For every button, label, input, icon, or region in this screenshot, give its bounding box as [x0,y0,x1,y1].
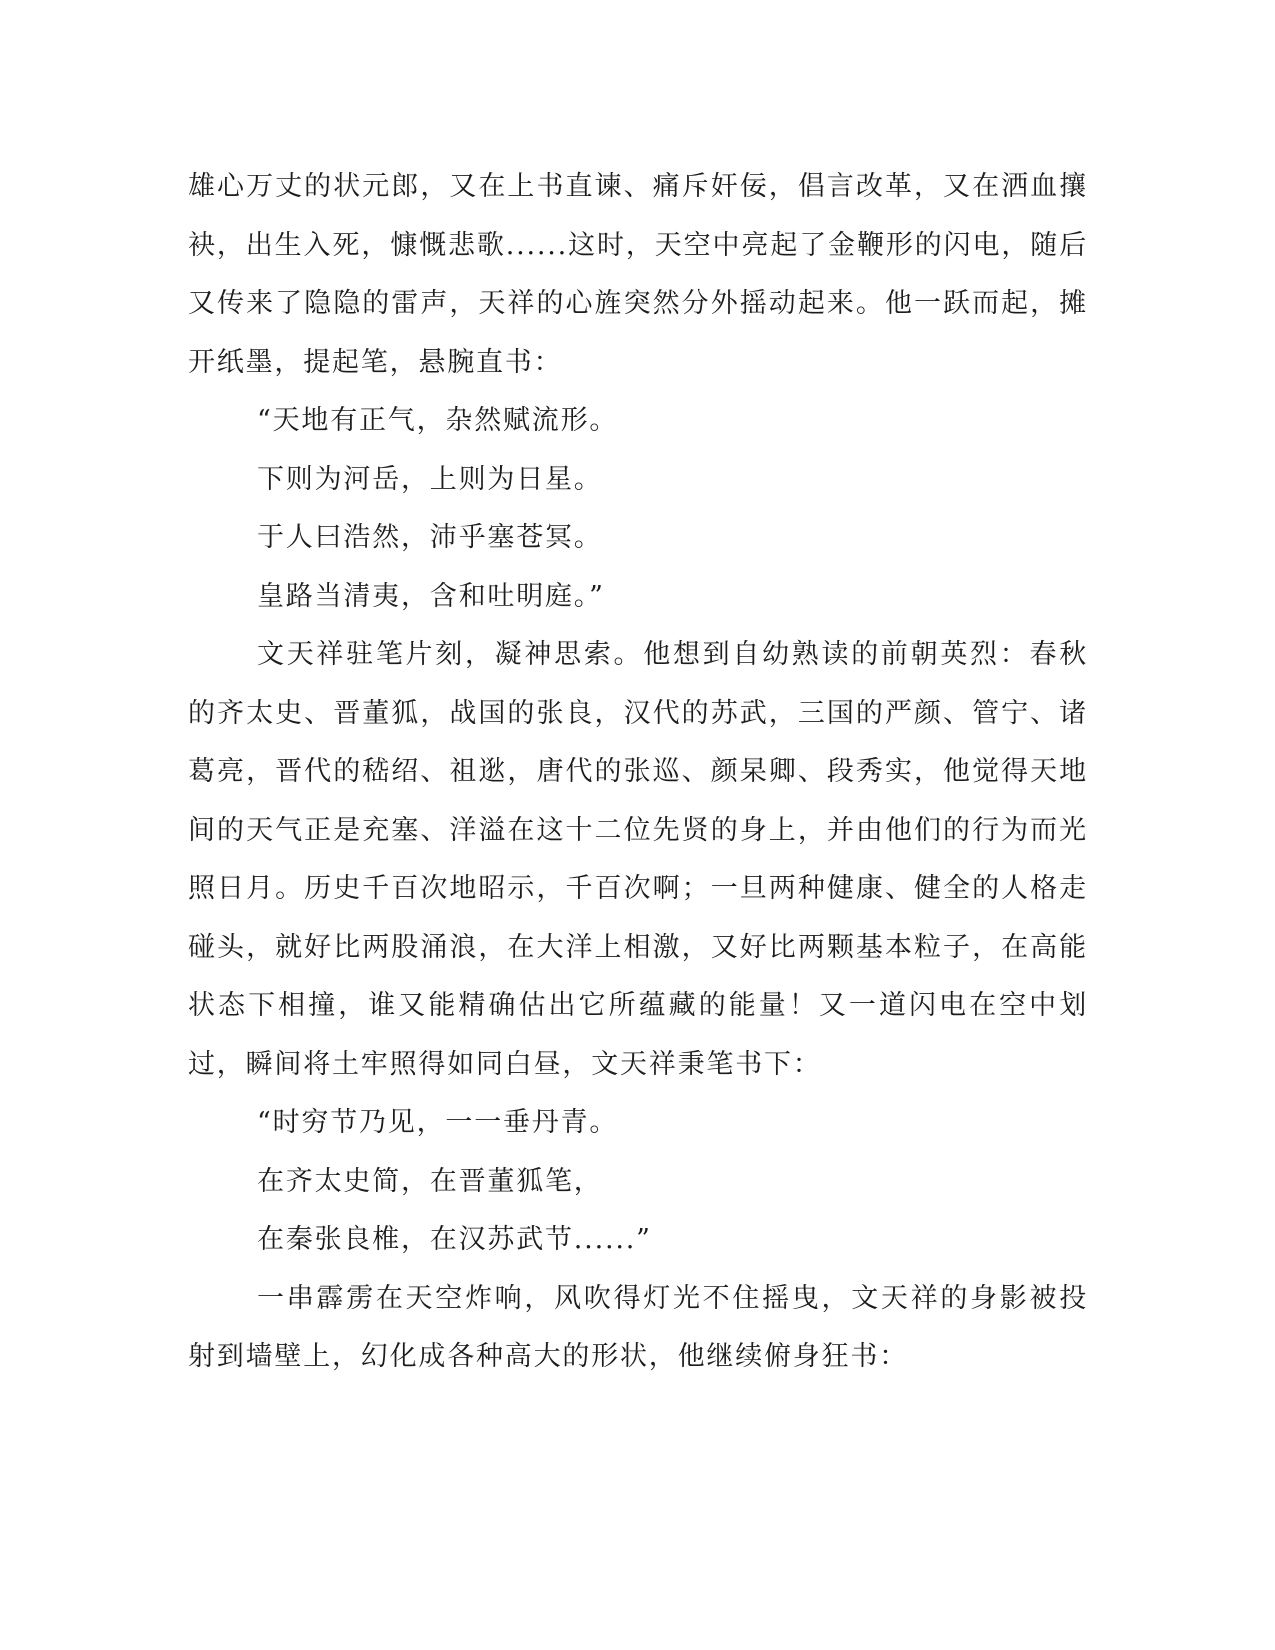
document-body [188,158,1088,1387]
poem-line: 于人曰浩然，沛乎塞苍冥。 [257,522,603,553]
paragraph: 一串霹雳在天空炸响，风吹得灯光不住摇曳，文天祥的身影被投射到墙壁上，幻化成各种高大的形状，他继续俯身狂书： [188,1282,1088,1372]
poem-line: 下则为河岳，上则为日星。 [257,463,603,495]
poem-line: “时穷节乃见，一一垂丹青。 [257,1107,619,1138]
poem-line: 皇路当清夷，含和吐明庭。” [257,580,605,612]
poem-line: “天地有正气，杂然赋流形。 [257,405,619,436]
poem-line: 在秦张良椎，在汉苏武节......” [257,1224,652,1255]
poem-line: 在齐太史简，在晋董狐笔， [257,1165,603,1197]
paragraph-continuation: 雄心万丈的状元郎，又在上书直谏、痛斥奸佞，倡言改革，又在洒血攘袂，出生入死，慷慨悲歌......这时，天空中亮起了金鞭形的闪电，随后又传来了隐隐的雷声，天祥的心旌突然分外摇动起来。他一跃而起，摊开纸墨，提起笔，悬腕直书： [188,171,1088,378]
paragraph: 文天祥驻笔片刻，凝神思索。他想到自幼熟读的前朝英烈：春秋的齐太史、晋董狐，战国的张良，汉代的苏武，三国的严颜、管宁、诸葛亮，晋代的嵇绍、祖逖，唐代的张巡、颜杲卿、段秀实，他觉得天地间的天气正是充塞、洋溢在这十二位先贤的身上，并由他们的行为而光照日月。历史千百次地昭示，千百次啊；一旦两种健康、健全的人格走碰头，就好比两股涌浪，在大洋上相激，又好比两颗基本粒子，在高能状态下相撞，谁又能精确估出它所蕴藏的能量！又一道闪电在空中划过，瞬间将土牢照得如同白昼，文天祥秉笔书下： [188,639,1088,1080]
